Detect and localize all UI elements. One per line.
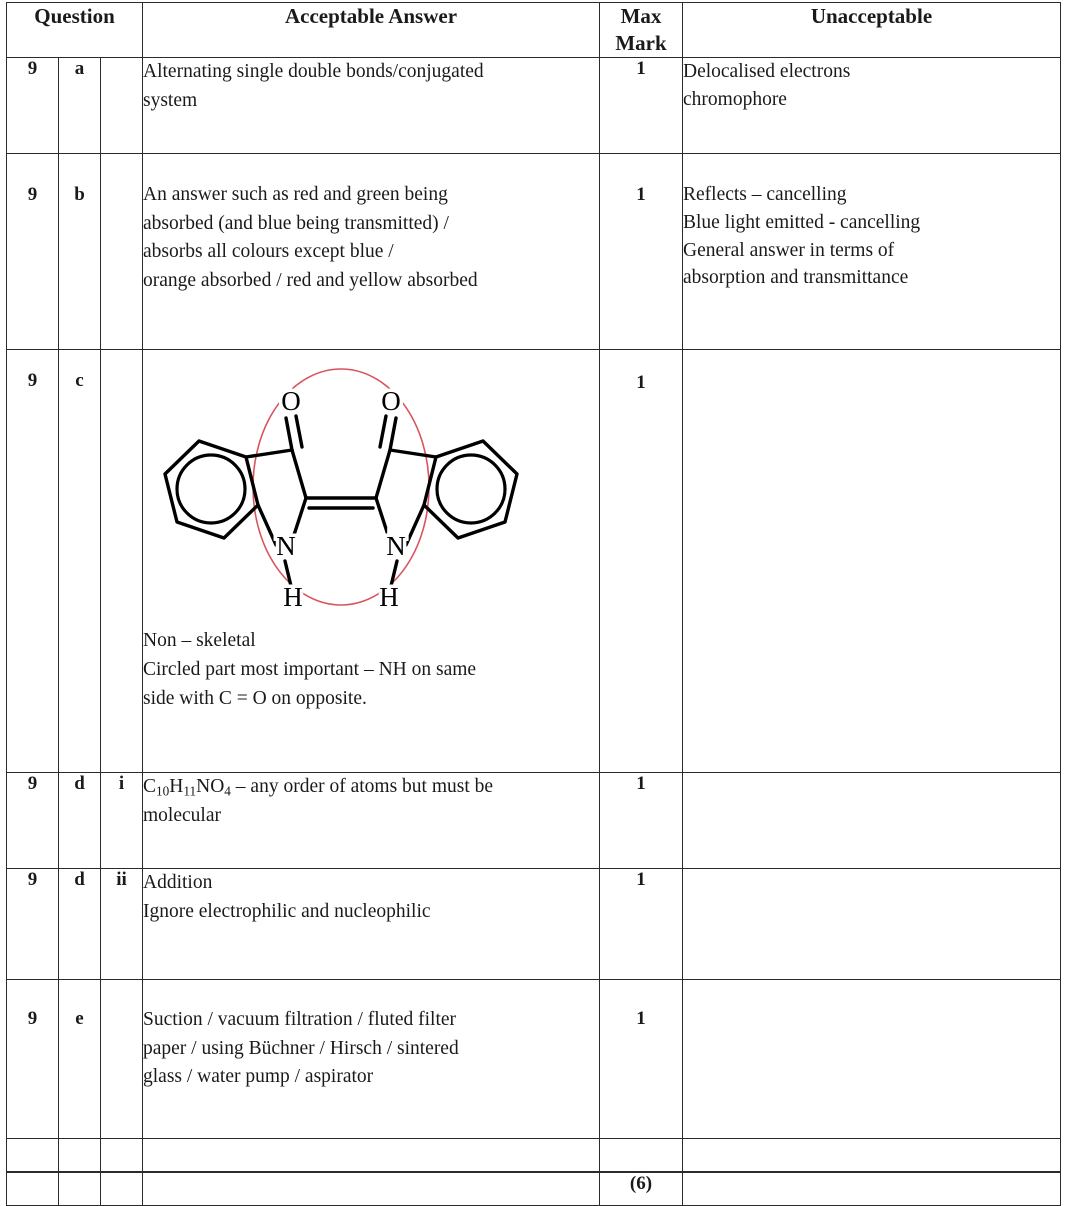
total-cell-qsub (101, 1172, 143, 1206)
question-number: 9 (7, 772, 59, 868)
question-sub-part: i (101, 772, 143, 868)
total-mark-value: (6) (600, 1172, 683, 1206)
bond-left-n-to-ring (258, 505, 276, 545)
max-mark-line-1: Max (620, 4, 662, 28)
question-sub-part (101, 349, 143, 772)
question-sub-part (101, 57, 143, 153)
total-cell-qpart (59, 1172, 101, 1206)
answer-line: Non – skeletal (143, 629, 256, 651)
total-cell-answer (143, 1172, 600, 1206)
table-row-9a (7, 57, 1061, 153)
answer-line: An answer such as red and green being (143, 183, 448, 205)
question-part: e (59, 979, 101, 1138)
max-mark-cell: 1 (600, 57, 683, 153)
table-row-9dii (7, 868, 1061, 979)
aromatic-circle-left (177, 455, 245, 523)
structure-block (143, 362, 599, 714)
table-row-9di (7, 772, 1061, 868)
atom-label-h-left: H (283, 581, 303, 612)
question-part: a (59, 57, 101, 153)
question-number: 9 (7, 57, 59, 153)
formula-subscript: 10 (156, 783, 170, 799)
answer-line (143, 773, 599, 802)
question-number: 9 (7, 153, 59, 349)
answer-line: Addition (143, 871, 213, 893)
unacceptable-cell (683, 349, 1061, 772)
total-cell-qnum (7, 1172, 59, 1206)
answer-line: side with C = O on opposite. (143, 688, 367, 710)
acceptable-answer-cell (143, 349, 600, 772)
question-number: 9 (7, 979, 59, 1138)
molecular-formula (143, 776, 231, 797)
answer-text: – any order of atoms but must be (230, 775, 494, 797)
question-part: b (59, 153, 101, 349)
formula-segment: C (143, 775, 157, 797)
atom-label-n-right: N (386, 530, 406, 561)
table-row-spacer (7, 1138, 1061, 1172)
question-sub-part: ii (101, 868, 143, 979)
answer-line: glass / water pump / aspirator (143, 1066, 374, 1088)
max-mark-line-2: Mark (615, 30, 667, 55)
spacer-cell-maxmark (600, 1138, 683, 1172)
spacer-cell-qnum (7, 1138, 59, 1172)
formula-segment: H (169, 775, 184, 797)
highlight-ellipse-icon (253, 369, 429, 605)
question-number: 9 (7, 868, 59, 979)
answer-line: Ignore electrophilic and nucleophilic (143, 900, 431, 922)
bond-right-co-b (380, 416, 386, 447)
max-mark-cell: 1 (600, 979, 683, 1138)
answer-line: Circled part most important – NH on same (143, 659, 477, 680)
atom-label-h-right: H (379, 581, 399, 612)
unacceptable-cell (683, 153, 1061, 349)
question-sub-part (101, 979, 143, 1138)
answer-line: molecular (143, 804, 221, 826)
bond-left-carbonyl-to-alkene (292, 450, 306, 498)
unacceptable-cell (683, 868, 1061, 979)
bond-right-co-a (390, 418, 396, 450)
structure-notes (143, 626, 599, 714)
spacer-cell-unacceptable (683, 1138, 1061, 1172)
aromatic-circle-right (437, 455, 505, 523)
unacceptable-cell (683, 57, 1061, 153)
bond-left-co-a (286, 418, 292, 450)
column-header-question: Question (7, 3, 143, 58)
unacceptable-line: Delocalised electrons (683, 60, 851, 82)
answer-line: paper / using Büchner / Hirsch / sintered (143, 1037, 459, 1059)
table-row-9e (7, 979, 1061, 1138)
formula-segment: NO (196, 775, 225, 797)
answer-line: system (143, 89, 198, 111)
answer-line: absorbs all colours except blue / (143, 241, 394, 263)
column-header-unacceptable: Unacceptable (683, 3, 1061, 58)
question-number: 9 (7, 349, 59, 772)
unacceptable-line: chromophore (683, 88, 787, 110)
header-row (7, 3, 1061, 58)
table-header (7, 3, 1061, 58)
atom-label-o-right: O (381, 385, 401, 416)
column-header-max-mark (600, 3, 683, 58)
question-part: d (59, 772, 101, 868)
acceptable-answer-cell (143, 57, 600, 153)
acceptable-answer-cell (143, 979, 600, 1138)
atom-label-o-left: O (281, 385, 301, 416)
bond-left-ring-top (246, 450, 292, 457)
acceptable-answer-cell (143, 153, 600, 349)
spacer-cell-answer (143, 1138, 600, 1172)
max-mark-cell: 1 (600, 349, 683, 772)
bond-right-ring-top (390, 450, 436, 457)
formula-subscript: 11 (183, 783, 197, 799)
table-row-9b (7, 153, 1061, 349)
unacceptable-line: Reflects – cancelling (683, 183, 847, 205)
question-part: d (59, 868, 101, 979)
unacceptable-cell (683, 979, 1061, 1138)
indigo-structure-figure (145, 362, 565, 624)
bond-left-co-b (296, 416, 302, 447)
formula-subscript: 4 (224, 783, 231, 799)
answer-line: absorbed (and blue being transmitted) / (143, 212, 449, 234)
atom-label-n-left: N (276, 530, 296, 561)
answer-line: orange absorbed / red and yellow absorbed (143, 270, 478, 292)
question-sub-part (101, 153, 143, 349)
table-row-total (7, 1172, 1061, 1206)
acceptable-answer-cell (143, 868, 600, 979)
table-body (7, 57, 1061, 1205)
answer-line: Alternating single double bonds/conjugated (143, 60, 484, 82)
mark-scheme-table (6, 2, 1061, 1206)
table-row-9c (7, 349, 1061, 772)
bond-right-carbonyl-to-alkene (376, 450, 390, 498)
max-mark-cell: 1 (600, 153, 683, 349)
unacceptable-line: Blue light emitted - cancelling (683, 211, 921, 233)
max-mark-cell: 1 (600, 868, 683, 979)
answer-line: Suction / vacuum filtration / fluted filter (143, 1008, 457, 1030)
spacer-cell-qpart (59, 1138, 101, 1172)
total-cell-unacceptable (683, 1172, 1061, 1206)
max-mark-cell: 1 (600, 772, 683, 868)
spacer-cell-qsub (101, 1138, 143, 1172)
bond-right-n-to-ring (406, 505, 424, 545)
unacceptable-line: General answer in terms of (683, 239, 895, 261)
unacceptable-cell (683, 772, 1061, 868)
indigo-structure-svg (145, 362, 565, 624)
unacceptable-line: absorption and transmittance (683, 267, 909, 289)
column-header-acceptable-answer: Acceptable Answer (143, 3, 600, 58)
question-part: c (59, 349, 101, 772)
acceptable-answer-cell (143, 772, 600, 868)
